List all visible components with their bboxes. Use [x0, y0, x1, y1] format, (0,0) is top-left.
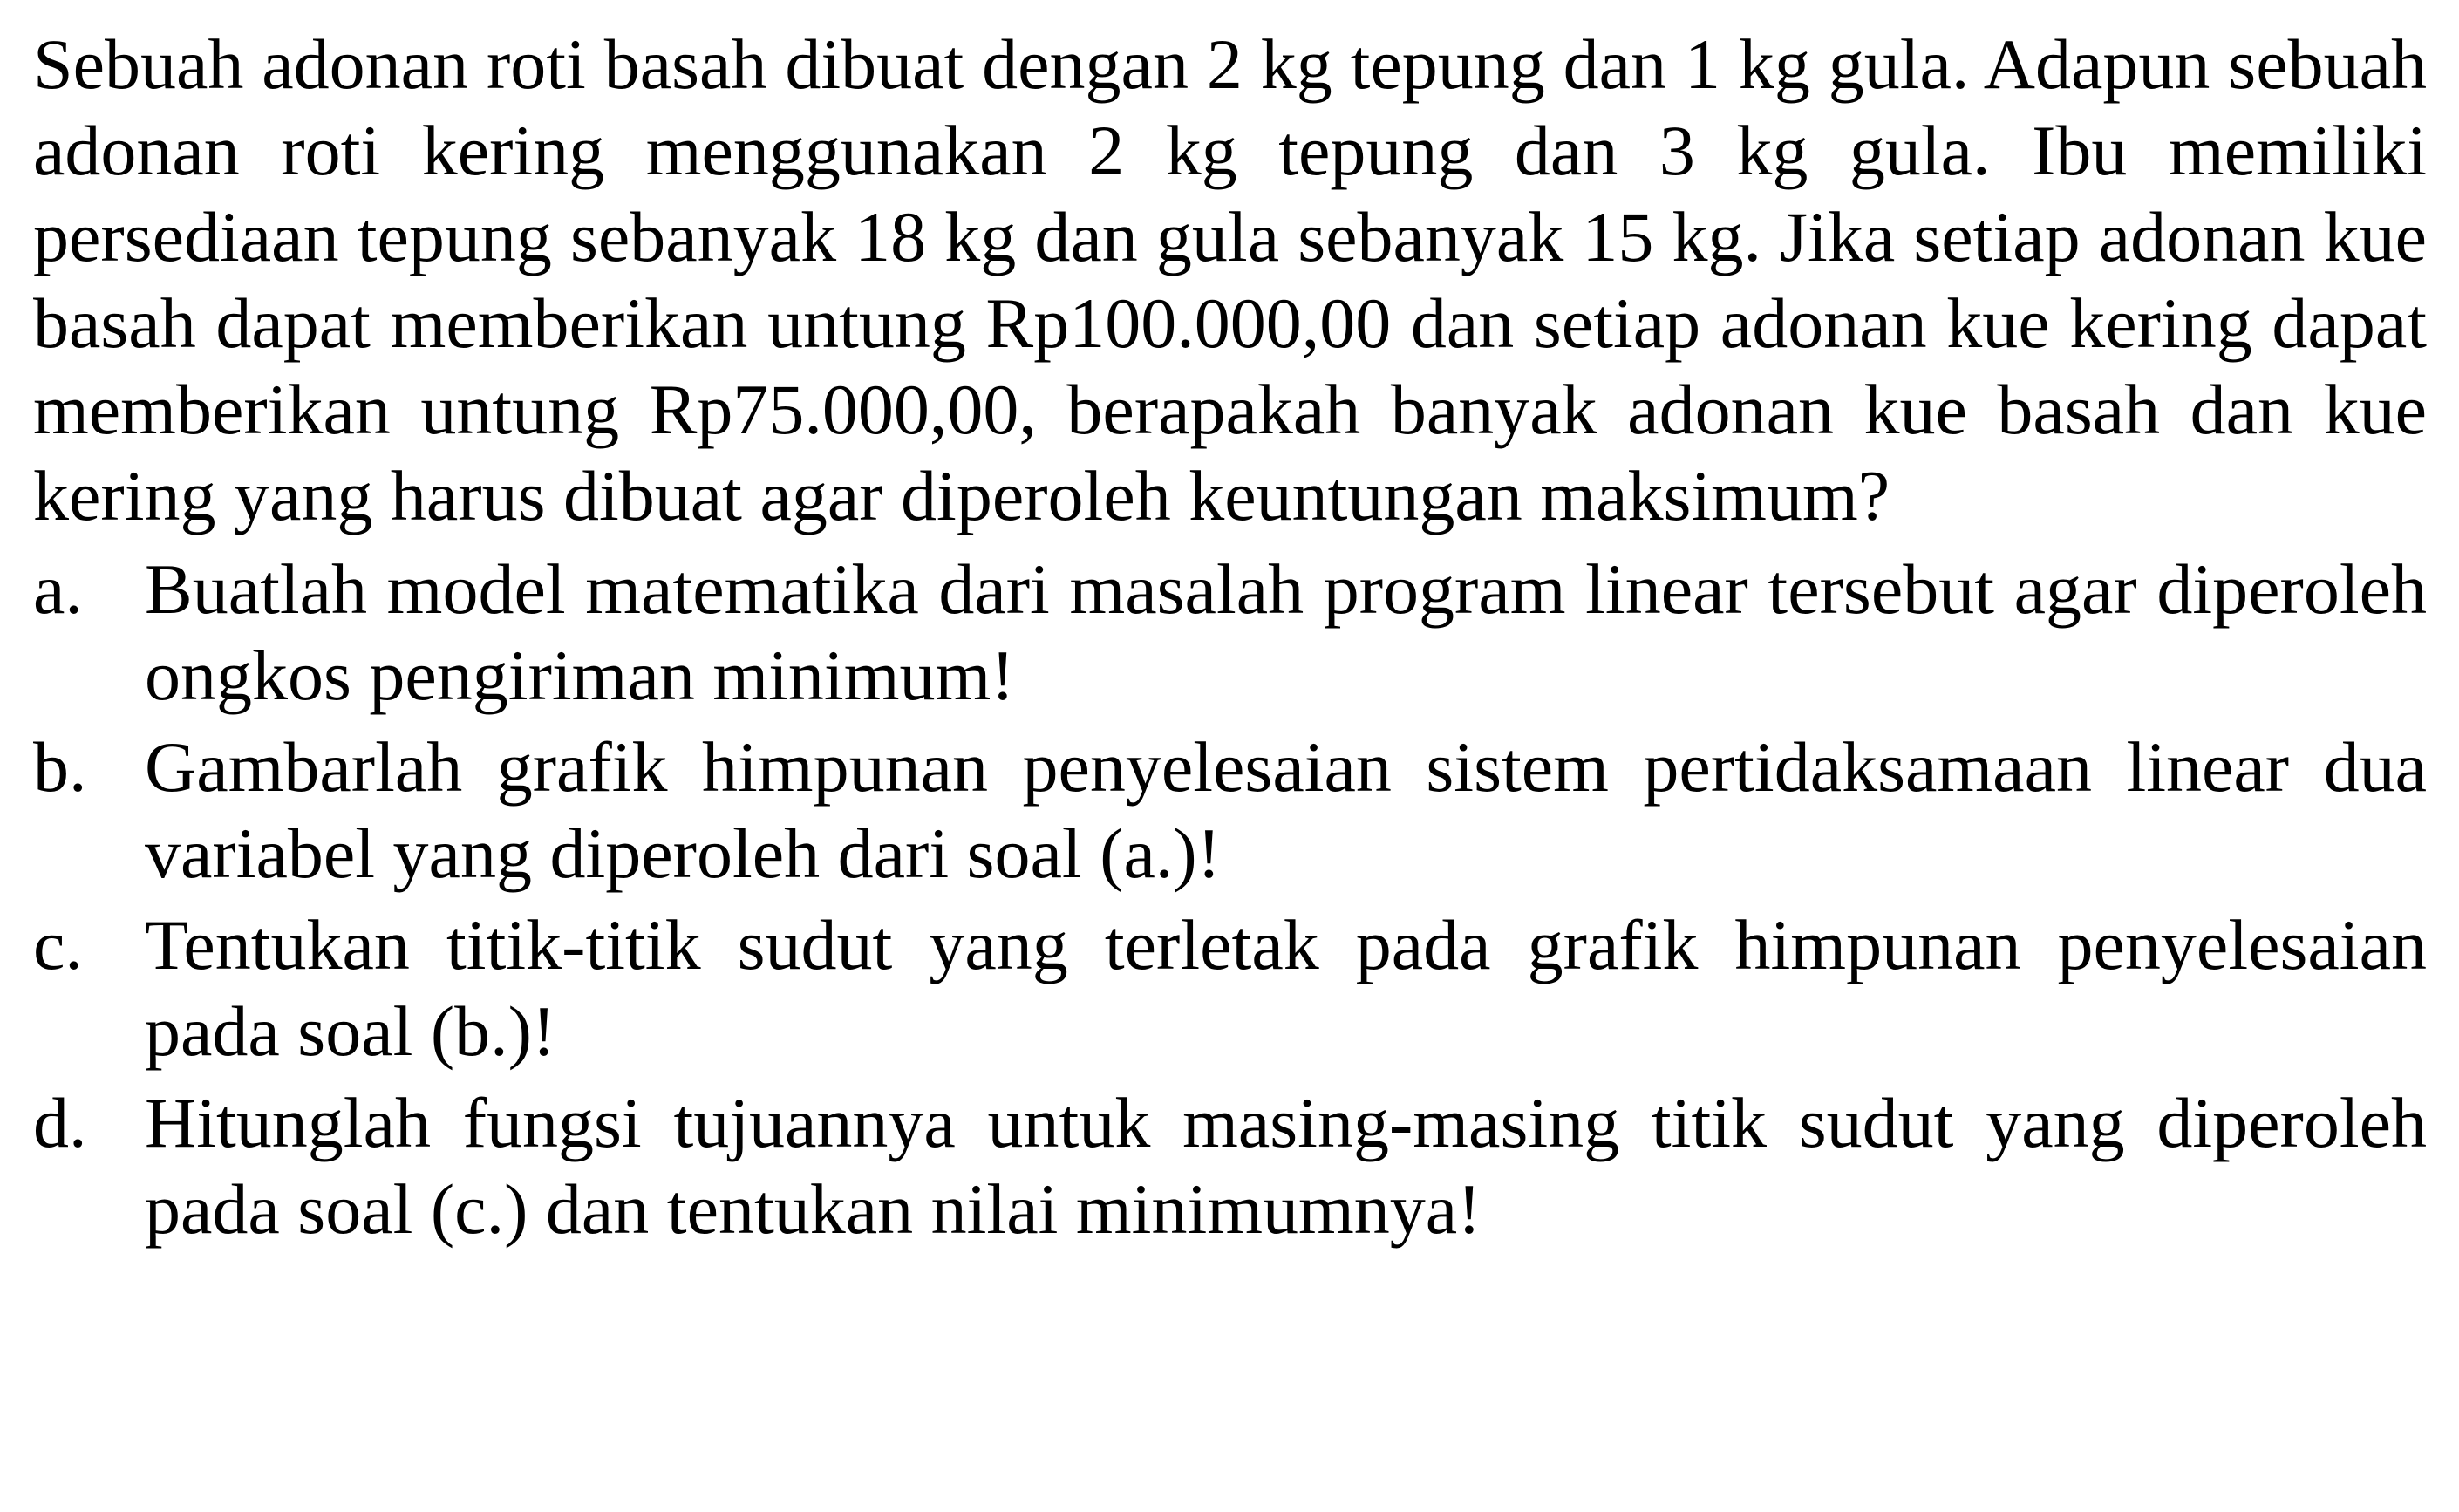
question-letter: a. [33, 549, 83, 629]
document-page [33, 21, 2427, 1257]
question-letter: c. [33, 905, 83, 984]
question-text: Hitunglah fungsi tujuannya untuk masing-masing titik sudut yang diperoleh pada soal (c.) dan tentukan nilai minimumnya! [145, 1083, 2427, 1249]
question-letter: d. [33, 1083, 87, 1162]
question-list [33, 546, 2427, 1252]
question-letter: b. [33, 727, 87, 807]
question-text: Tentukan titik-titik sudut yang terletak pada grafik himpunan penyelesaian pada soal (b.)! [145, 905, 2427, 1071]
question-item-d [33, 1080, 2427, 1252]
question-item-c [33, 902, 2427, 1074]
question-text: Buatlah model matematika dari masalah program linear tersebut agar diperoleh ongkos pengiriman minimum! [145, 549, 2427, 715]
question-text: Gambarlah grafik himpunan penyelesaian sistem pertidaksamaan linear dua variabel yang diperoleh dari soal (a.)! [145, 727, 2427, 893]
question-item-a [33, 546, 2427, 719]
problem-statement: Sebuah adonan roti basah dibuat dengan 2 kg tepung dan 1 kg gula. Adapun sebuah adonan roti kering menggunakan 2 kg tepung dan 3 kg gula. Ibu memiliki persediaan tepung sebanyak 18 kg dan gula sebanyak 15 kg. Jika setiap adonan kue basah dapat memberikan untung Rp100.000,00 dan setiap adonan kue kering dapat memberikan untung Rp75.000,00, berapakah banyak adonan kue basah dan kue kering yang harus dibuat agar diperoleh keuntungan maksimum? [33, 24, 2427, 535]
question-item-b [33, 724, 2427, 896]
